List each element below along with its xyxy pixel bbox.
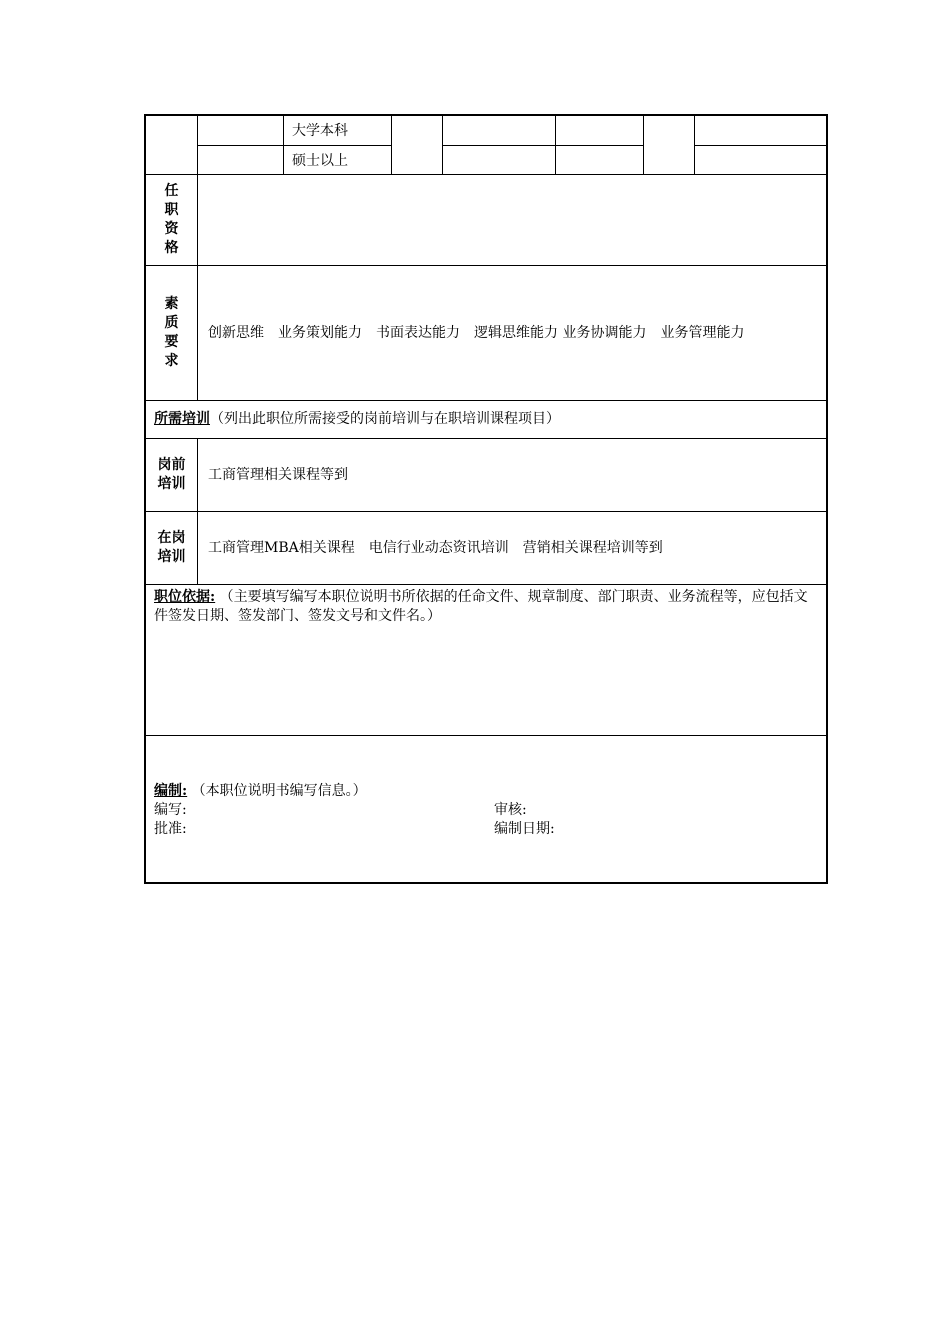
grid-col-7	[644, 116, 695, 174]
label-char: 任	[164, 183, 179, 199]
label-char: 求	[164, 353, 179, 369]
label-char: 资	[164, 221, 179, 237]
training-note: （列出此职位所需接受的岗前培训与在职培训课程项目）	[210, 411, 560, 427]
grid-cell	[695, 145, 826, 175]
grid-cell	[443, 116, 555, 145]
label-char: 素	[164, 296, 179, 312]
quality-row	[146, 266, 826, 401]
quality-content: 创新思维 业务策划能力 书面表达能力 逻辑思维能力 业务协调能力 业务管理能力	[208, 324, 745, 341]
compile-row	[146, 736, 826, 882]
reviewer-label: 审核:	[494, 802, 527, 818]
approver-label: 批准:	[154, 821, 187, 837]
signature-grid	[154, 801, 818, 839]
grid-col-degree	[284, 116, 392, 174]
qualification-label	[146, 175, 198, 265]
grid-col-4	[392, 116, 443, 174]
on-job-training-label	[146, 512, 198, 584]
job-description-table	[144, 114, 828, 884]
on-job-training-row	[146, 512, 826, 585]
grid-cell	[556, 116, 643, 145]
quality-label	[146, 266, 198, 400]
pre-job-training-content: 工商管理相关课程等到	[208, 466, 348, 483]
grid-col-5	[443, 116, 556, 174]
grid-cell	[695, 116, 826, 145]
qualification-content	[198, 175, 826, 265]
compile-heading	[154, 782, 818, 801]
compile-date-label: 编制日期:	[494, 821, 555, 837]
writer-label: 编写:	[154, 802, 187, 818]
label-char: 要	[164, 334, 179, 350]
compile-title: 编制:	[154, 783, 188, 799]
label-line: 岗前	[157, 457, 186, 473]
training-title: 所需培训	[154, 411, 210, 427]
grid-cell	[198, 116, 283, 145]
training-header-row	[146, 401, 826, 439]
compile-note: （本职位说明书编写信息。）	[191, 783, 367, 799]
degree-1: 大学本科	[292, 123, 348, 140]
grid-col-6	[556, 116, 644, 174]
basis-title: 职位依据:	[154, 589, 216, 605]
pre-job-training-row	[146, 439, 826, 512]
label-line: 培训	[157, 476, 186, 492]
education-grid	[146, 116, 826, 175]
qualification-row	[146, 175, 826, 266]
label-line: 在岗	[157, 530, 186, 546]
on-job-training-content: 工商管理MBA相关课程 电信行业动态资讯培训 营销相关课程培训等到	[208, 539, 663, 556]
grid-col-2	[198, 116, 284, 174]
basis-row	[146, 585, 826, 736]
grid-cell	[443, 145, 555, 175]
grid-col-8	[695, 116, 826, 174]
pre-job-training-label	[146, 439, 198, 511]
label-line: 培训	[157, 549, 186, 565]
grid-cell	[198, 145, 283, 175]
grid-col-1	[146, 116, 198, 174]
label-char: 职	[164, 202, 179, 218]
grid-cell	[556, 145, 643, 175]
degree-2: 硕士以上	[284, 145, 391, 175]
label-char: 格	[164, 240, 179, 256]
basis-note: （主要填写编写本职位说明书所依据的任命文件、规章制度、部门职责、业务流程等，应包括文件签发日期、签发部门、签发文号和文件名。）	[154, 589, 808, 624]
label-char: 质	[164, 315, 179, 331]
